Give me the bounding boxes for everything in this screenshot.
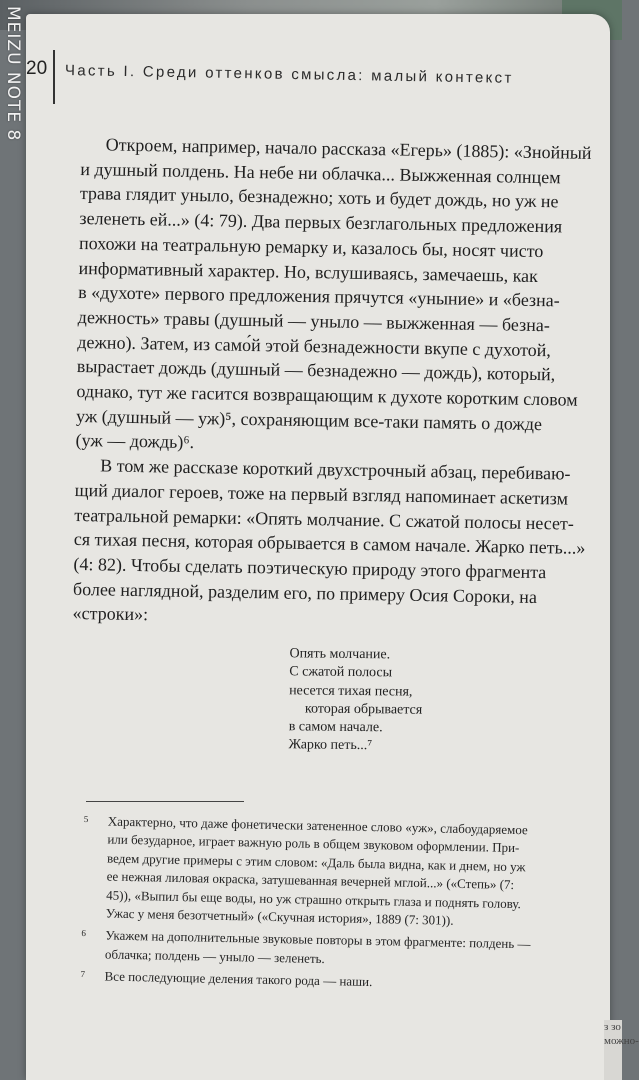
footnote-mark: 5	[83, 813, 89, 825]
verse-line: Жарко петь...⁷	[288, 737, 373, 754]
footnote-rule	[86, 801, 244, 802]
text-line: (уж — дождь)⁶.	[75, 430, 195, 453]
text-line: и душный полдень. На небе ни облачка... Выжженная солнцем	[80, 158, 561, 188]
page-number: 20	[26, 58, 48, 79]
footnote-line: Все последующие деления такого рода — наши.	[104, 968, 373, 990]
text-line: однако, тут же гасится возвращающим к духоте коротким словом	[76, 380, 578, 410]
paragraph-1	[75, 132, 616, 462]
footnote-line: облачка; полдень — уныло — зеленеть.	[104, 946, 325, 966]
footnote-line: ведем другие примеры с этим словом: «Даль была видна, как и днем, но уж	[106, 850, 526, 875]
text-line: (4: 82). Чтобы сделать поэтическую природу этого фрагмента	[73, 553, 547, 583]
footnote-6	[81, 926, 617, 974]
running-head: Часть I. Среди оттенков смысла: малый контекст	[64, 62, 514, 87]
footnote-line: Ужас у меня безотчетный» («Скучная история», 1889 (7: 301)).	[105, 905, 454, 928]
verse-block	[288, 645, 422, 756]
text-line: щий диалог героев, тоже на первый взгляд напоминает аскетизм	[74, 479, 569, 509]
verse-line: которая обрывается	[304, 701, 423, 718]
text-line: театральной ремарки: «Опять молчание. С сжатой полосы несет-	[74, 504, 575, 534]
text-line: более наглядной, разделим его, по примеру Осия Сороки, на	[72, 578, 538, 607]
book-page	[26, 14, 610, 1080]
footnote-line: ее нежная лиловая окраска, затушеванная вечерней мглой...» («Степь» (7:	[106, 868, 515, 893]
footnote-line: Характерно, что даже фонетически затененное слово «уж», слабоударяемое	[107, 813, 528, 838]
text-line: вырастает дождь (душный — безнадежно — дождь), который,	[76, 356, 556, 385]
paragraph-2	[72, 453, 610, 635]
text-line: ся тихая песня, которая обрывается в самом начале. Жарко петь...»	[73, 529, 586, 559]
adjacent-page-edge: з зо можно-	[604, 1020, 622, 1080]
text-line: похожи на театральную ремарку и, казалось бы, носят чисто	[78, 232, 544, 261]
footnote-mark: 7	[80, 969, 86, 980]
verse-line: Опять молчание.	[289, 646, 391, 663]
footnote-mark: 6	[81, 928, 87, 939]
verse-line: несется тихая песня,	[289, 682, 413, 700]
text-line: информативный характер. Но, вслушиваясь, замечаешь, как	[78, 257, 539, 286]
header-rule	[53, 50, 55, 104]
text-line: Откроем, например, начало рассказа «Егерь» (1885): «Знойный	[105, 134, 592, 163]
footnote-5	[82, 812, 619, 934]
verse-line: С сжатой полосы	[289, 664, 393, 681]
text-line: «строки»:	[72, 603, 149, 625]
text-line: дежность» травы (душный — уныло — выжженная — безна-	[77, 306, 550, 336]
footnote-line: Укажем на дополнительные звуковые повторы в этом фрагменте: полдень —	[105, 927, 531, 952]
text-line: уж (душный — уж)⁵, сохраняющим все-таки память о дожде	[75, 405, 543, 434]
text-line: в «духоте» первого предложения прячутся «уныние» и «безна-	[78, 282, 560, 311]
footnote-line: 45)), «Выпил бы еще воды, но уж страшно открыть глаза и поднять голову.	[106, 887, 522, 911]
text-line: зеленеть ей...» (4: 79). Два первых безглагольных предложения	[79, 208, 563, 237]
text-line: В том же рассказе короткий двухстрочный абзац, перебиваю-	[100, 455, 571, 484]
footnotes	[80, 812, 619, 1001]
camera-watermark: MEIZU NOTE 8	[3, 6, 23, 142]
footnote-line: или безударное, играет важную роль в общем звуковом оформлении. При-	[107, 831, 520, 856]
verse-line: в самом начале.	[288, 719, 383, 736]
text-line: дежно). Затем, из само́й этой безнадежности вкупе с духотой,	[77, 331, 552, 360]
body-text	[72, 132, 616, 635]
text-line: трава глядит уныло, безнадежно; хоть и будет дождь, но уж не	[79, 183, 559, 212]
